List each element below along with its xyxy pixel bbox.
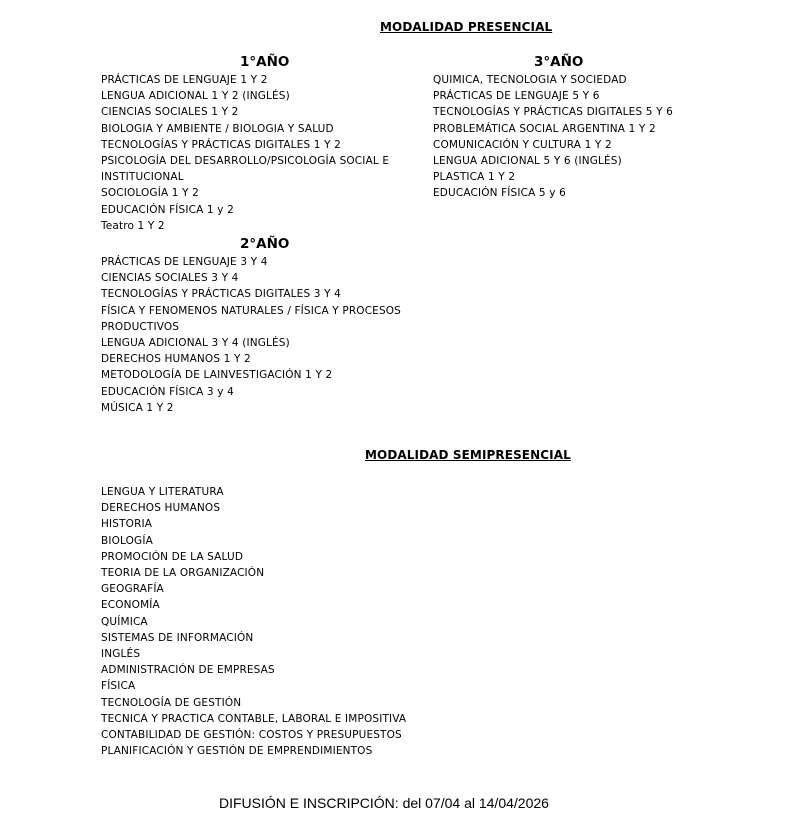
year3-title: 3°AÑO	[534, 54, 584, 70]
subject-item: QUIMICA, TECNOLOGIA Y SOCIEDAD	[433, 74, 627, 86]
subject-item: PLANIFICACIÓN Y GESTIÓN DE EMPRENDIMIENTOS	[101, 745, 373, 758]
subject-item: TECNOLOGÍAS Y PRÁCTICAS DIGITALES 1 Y 2	[101, 138, 341, 151]
subject-item: CONTABILIDAD DE GESTIÓN: COSTOS Y PRESUPUESTOS	[101, 729, 402, 742]
subject-item: BIOLOGIA Y AMBIENTE / BIOLOGIA Y SALUD	[101, 122, 334, 135]
subject-item: PROMOCIÓN DE LA SALUD	[101, 550, 244, 563]
subject-item: PSICOLOGÍA DEL DESARROLLO/PSICOLOGÍA SOCIAL E	[101, 155, 390, 168]
subject-item: SISTEMAS DE INFORMACIÓN	[101, 631, 254, 644]
subject-item: BIOLOGÍA	[101, 534, 153, 547]
subject-item: QUÍMICA	[101, 615, 148, 628]
subject-item: PRÁCTICAS DE LENGUAJE 1 Y 2	[101, 74, 268, 86]
subject-item: CIENCIAS SOCIALES 1 Y 2	[101, 106, 239, 119]
subject-item: LENGUA ADICIONAL 3 Y 4 (INGLÉS)	[101, 337, 290, 350]
presencial-heading: MODALIDAD PRESENCIAL	[380, 20, 553, 34]
year1-subject-list	[101, 72, 389, 234]
subject-item: DERECHOS HUMANOS	[101, 502, 221, 515]
subject-item: TECNOLOGÍAS Y PRÁCTICAS DIGITALES 3 Y 4	[101, 288, 341, 301]
subject-item: PRÁCTICAS DE LENGUAJE 5 Y 6	[433, 90, 600, 103]
subject-item: LENGUA ADICIONAL 5 Y 6 (INGLÉS)	[433, 155, 622, 168]
subject-item: SOCIOLOGÍA 1 Y 2	[101, 187, 199, 200]
subject-item: TEORIA DE LA ORGANIZACIÓN	[101, 567, 265, 580]
subject-item: COMUNICACIÓN Y CULTURA 1 Y 2	[433, 138, 612, 151]
subject-item: Teatro 1 Y 2	[101, 219, 165, 232]
subject-item: ADMINISTRACIÓN DE EMPRESAS	[101, 664, 275, 677]
subject-item: MÚSICA 1 Y 2	[101, 401, 174, 414]
subject-item: TECNOLOGÍA DE GESTIÓN	[101, 696, 242, 709]
subject-item: PRODUCTIVOS	[101, 320, 180, 333]
year2-subject-list	[101, 254, 401, 416]
subject-item: METODOLOGÍA DE LAINVESTIGACIÓN 1 Y 2	[101, 369, 333, 382]
subject-item: EDUCACIÓN FÍSICA 3 y 4	[101, 385, 234, 398]
subject-item: HISTORIA	[101, 518, 153, 531]
subject-item: EDUCACIÓN FÍSICA 1 y 2	[101, 203, 234, 216]
semipresencial-heading: MODALIDAD SEMIPRESENCIAL	[365, 448, 571, 462]
subject-item: FÍSICA Y FENOMENOS NATURALES / FÍSICA Y PROCESOS	[101, 304, 401, 317]
enrollment-dates: DIFUSIÓN E INSCRIPCIÓN: del 07/04 al 14/04/2026	[219, 795, 549, 811]
subject-item: DERECHOS HUMANOS 1 Y 2	[101, 353, 251, 366]
subject-item: CIENCIAS SOCIALES 3 Y 4	[101, 272, 239, 285]
year1-title: 1°AÑO	[240, 54, 290, 70]
subject-item: FÍSICA	[101, 680, 136, 693]
subject-item: ECONOMÍA	[101, 599, 160, 612]
year2-title: 2°AÑO	[240, 236, 290, 252]
subject-item: GEOGRAFÍA	[101, 583, 164, 596]
year3-subject-list	[433, 72, 673, 202]
subject-item: LENGUA ADICIONAL 1 Y 2 (INGLÉS)	[101, 90, 290, 103]
subject-item: LENGUA Y LITERATURA	[101, 486, 224, 498]
semipresencial-subject-list	[101, 484, 406, 759]
subject-item: INSTITUCIONAL	[101, 171, 184, 184]
subject-item: EDUCACIÓN FÍSICA 5 y 6	[433, 187, 566, 200]
subject-item: INGLÉS	[101, 648, 141, 661]
subject-item: TECNOLOGÍAS Y PRÁCTICAS DIGITALES 5 Y 6	[433, 106, 673, 119]
subject-item: PROBLEMÁTICA SOCIAL ARGENTINA 1 Y 2	[433, 122, 656, 135]
subject-item: PLASTICA 1 Y 2	[433, 171, 516, 184]
subject-item: PRÁCTICAS DE LENGUAJE 3 Y 4	[101, 256, 268, 268]
subject-item: TECNICA Y PRACTICA CONTABLE, LABORAL E IMPOSITIVA	[101, 712, 407, 725]
